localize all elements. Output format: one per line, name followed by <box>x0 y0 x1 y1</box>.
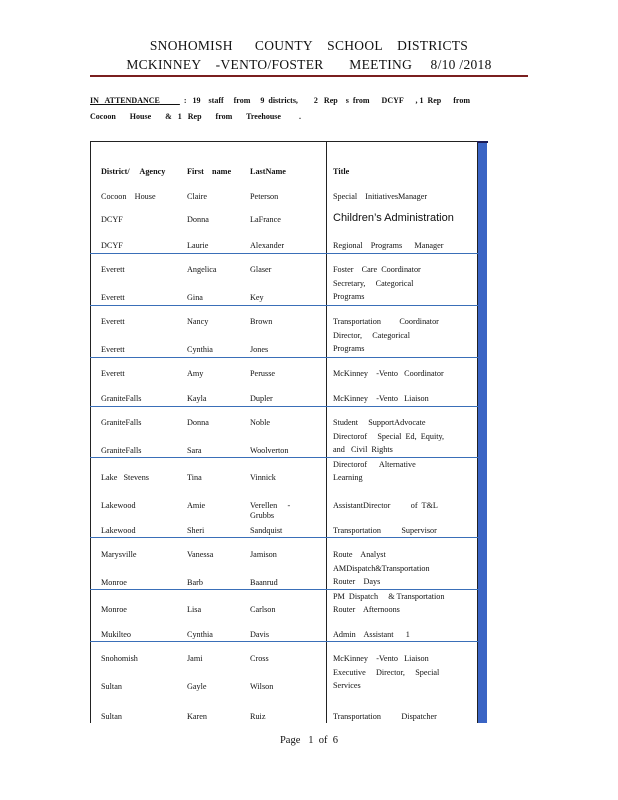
cell-title: Foster Care Coordinator <box>333 265 421 274</box>
col-header-last-name: LastName <box>250 167 286 176</box>
title-divider <box>90 75 528 77</box>
cell-first-name: Sara <box>187 446 202 455</box>
cell-title: Executive Director, Special <box>333 668 440 677</box>
cell-title: Route Analyst <box>333 550 386 559</box>
attendance-line-2: Cocoon House & 1 Rep from Treehouse . <box>90 112 301 121</box>
cell-district: Sultan <box>101 712 122 721</box>
cell-last-name: Cross <box>250 654 269 663</box>
cell-first-name: Donna <box>187 215 209 224</box>
col-header-title: Title <box>333 167 350 176</box>
col-header-district: District/ Agency <box>101 167 166 176</box>
cell-title: Router Days <box>333 577 381 586</box>
cell-title: Programs <box>333 292 365 301</box>
cell-first-name: Cynthia <box>187 630 213 639</box>
cell-title: Transportation Coordinator <box>333 317 439 326</box>
cell-last-name: Brown <box>250 317 273 326</box>
cell-first-name: Donna <box>187 418 209 427</box>
cell-title: Secretary, Categorical <box>333 279 414 288</box>
cell-last-name: Grubbs <box>250 511 275 520</box>
cell-last-name: Peterson <box>250 192 279 201</box>
table-row-divider <box>90 589 478 590</box>
cell-first-name: Barb <box>187 578 203 587</box>
cell-last-name: Baanrud <box>250 578 278 587</box>
cell-last-name: LaFrance <box>250 215 281 224</box>
cell-district: Cocoon House <box>101 192 156 201</box>
cell-last-name: Noble <box>250 418 271 427</box>
cell-district: GraniteFalls <box>101 418 142 427</box>
cell-first-name: Sheri <box>187 526 205 535</box>
attendance-label: IN ATTENDANCE <box>90 96 160 105</box>
table-row-divider <box>90 406 478 407</box>
cell-title: PM Dispatch & Transportation <box>333 592 445 601</box>
cell-first-name: Gina <box>187 293 203 302</box>
page-number: Page 1 of 6 <box>279 735 339 746</box>
cell-title: and Civil Rights <box>333 445 393 454</box>
cell-first-name: Jami <box>187 654 203 663</box>
cell-title: McKinney -Vento Liaison <box>333 654 429 663</box>
cell-last-name: Dupler <box>250 394 273 403</box>
cell-title: McKinney -Vento Coordinator <box>333 369 444 378</box>
table-row-divider <box>90 357 478 358</box>
cell-last-name: Sandquist <box>250 526 283 535</box>
cell-district: Mukilteo <box>101 630 132 639</box>
cell-title: Student SupportAdvocate <box>333 418 426 427</box>
cell-first-name: Amie <box>187 501 206 510</box>
cell-title: Children’s Administration <box>333 212 454 224</box>
cell-last-name: Woolverton <box>250 446 289 455</box>
cell-title: Director, Categorical <box>333 331 410 340</box>
table-right-border <box>478 143 487 723</box>
cell-title: McKinney -Vento Liaison <box>333 394 429 403</box>
cell-first-name: Cynthia <box>187 345 213 354</box>
cell-district: Everett <box>101 265 125 274</box>
cell-title: Learning <box>333 473 363 482</box>
cell-district: Monroe <box>101 578 127 587</box>
cell-title: Transportation Supervisor <box>333 526 437 535</box>
table-row-divider <box>90 457 478 458</box>
cell-district: GraniteFalls <box>101 446 142 455</box>
cell-last-name: Carlson <box>250 605 276 614</box>
cell-last-name: Perusse <box>250 369 276 378</box>
cell-title: Services <box>333 681 361 690</box>
cell-last-name: Davis <box>250 630 270 639</box>
doc-title-line-2: MCKINNEY -VENTO/FOSTER MEETING 8/10 /2018 <box>126 57 492 72</box>
cell-first-name: Lisa <box>187 605 202 614</box>
cell-last-name: Glaser <box>250 265 272 274</box>
table-row-divider <box>90 537 478 538</box>
cell-first-name: Claire <box>187 192 208 201</box>
cell-district: Monroe <box>101 605 127 614</box>
cell-title: Directorof Special Ed, Equity, <box>333 432 445 441</box>
cell-district: GraniteFalls <box>101 394 142 403</box>
cell-last-name: Key <box>250 293 264 302</box>
cell-title: Router Afternoons <box>333 605 400 614</box>
cell-first-name: Tina <box>187 473 202 482</box>
cell-district: Lakewood <box>101 501 136 510</box>
cell-title: AssistantDirector of T&L <box>333 501 438 510</box>
cell-first-name: Gayle <box>187 682 207 691</box>
cell-district: DCYF <box>101 215 123 224</box>
doc-title-line-1: SNOHOMISH COUNTY SCHOOL DISTRICTS <box>149 38 469 53</box>
cell-last-name: Jamison <box>250 550 277 559</box>
cell-district: Everett <box>101 293 125 302</box>
cell-district: DCYF <box>101 241 123 250</box>
col-header-first-name: First name <box>187 167 232 176</box>
cell-district: Everett <box>101 369 125 378</box>
cell-title: Special InitiativesManager <box>333 192 428 201</box>
cell-title: AMDispatch&Transportation <box>333 564 430 573</box>
cell-title: Admin Assistant 1 <box>333 630 410 639</box>
cell-last-name: Vinnick <box>250 473 276 482</box>
cell-first-name: Karen <box>187 712 208 721</box>
cell-first-name: Vanessa <box>187 550 214 559</box>
cell-first-name: Laurie <box>187 241 209 250</box>
table-row-divider <box>90 305 478 306</box>
table-row-divider <box>90 641 478 642</box>
cell-title: Regional Programs Manager <box>333 241 444 250</box>
cell-first-name: Angelica <box>187 265 217 274</box>
table-column-divider <box>326 141 327 723</box>
cell-district: Everett <box>101 345 125 354</box>
table-row-divider <box>90 253 478 254</box>
cell-district: Lake Stevens <box>101 473 149 482</box>
cell-district: Lakewood <box>101 526 136 535</box>
cell-district: Everett <box>101 317 125 326</box>
cell-last-name: Alexander <box>250 241 285 250</box>
cell-last-name: Wilson <box>250 682 274 691</box>
cell-last-name: Jones <box>250 345 269 354</box>
cell-title: Directorof Alternative <box>333 460 416 469</box>
cell-district: Snohomish <box>101 654 138 663</box>
cell-last-name: Ruiz <box>250 712 266 721</box>
cell-title: Programs <box>333 344 365 353</box>
cell-title: Transportation Dispatcher <box>333 712 437 721</box>
attendance-line-1 <box>90 96 490 105</box>
cell-district: Marysville <box>101 550 137 559</box>
cell-first-name: Amy <box>187 369 204 378</box>
cell-first-name: Kayla <box>187 394 207 403</box>
attendance-text-1: : 19 staff from 9 districts, 2 Rep s from DCYF , 1 Rep from <box>179 96 470 105</box>
cell-first-name: Nancy <box>187 317 209 326</box>
cell-district: Sultan <box>101 682 122 691</box>
cell-last-name: Verellen - <box>250 501 291 510</box>
